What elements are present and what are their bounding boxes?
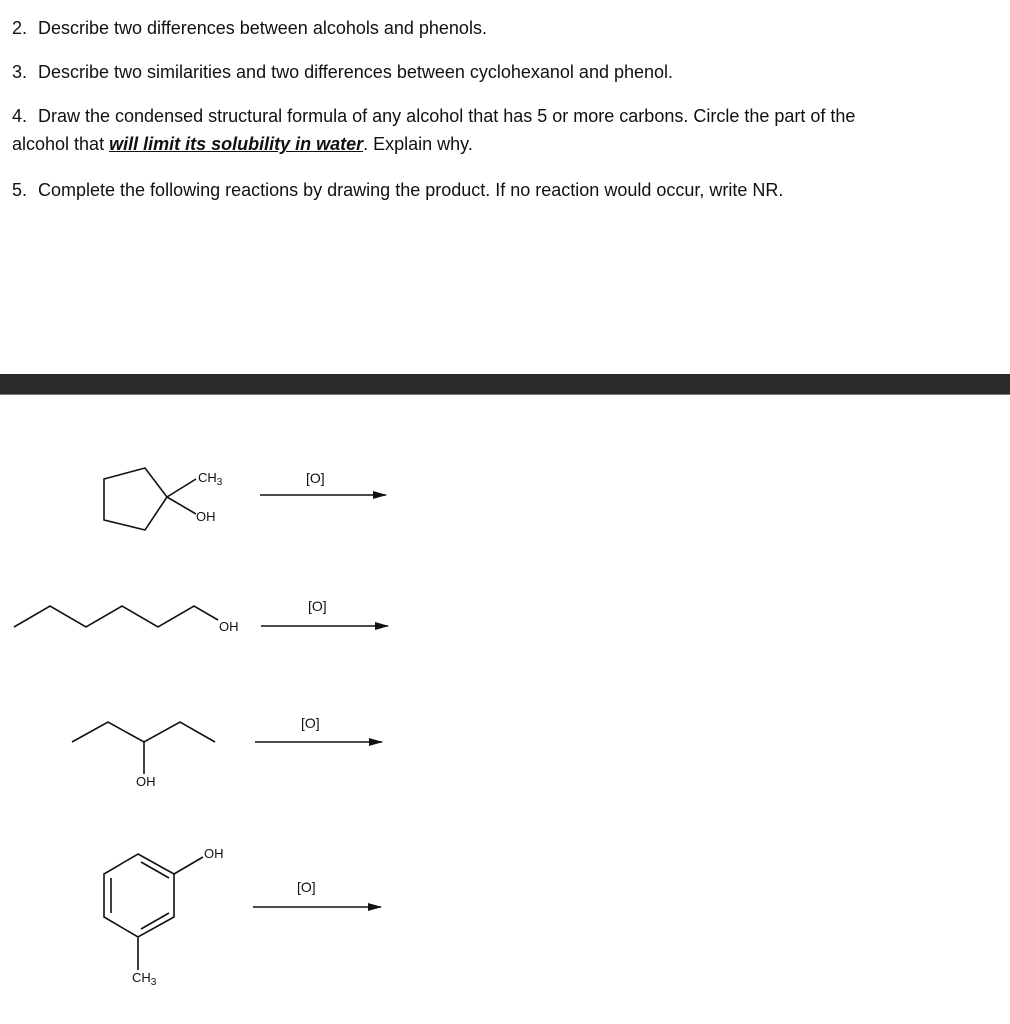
question-text-line1: Draw the condensed structural formula of any alcohol that has 5 or more carbons. Circle the part of the (38, 106, 856, 126)
emphasized-text: will limit its solubility in water (109, 134, 364, 154)
reagent-label: [O] (301, 715, 320, 731)
question-number: 5. (12, 180, 28, 200)
molecule-methylcyclopentanol (104, 468, 196, 530)
question-text: Describe two differences between alcohols and phenols. (38, 18, 487, 38)
reagent-label: [O] (297, 879, 316, 895)
molecule-hexanol (14, 606, 218, 627)
question-text: Describe two similarities and two differences between cyclohexanol and phenol. (38, 62, 674, 82)
reagent-label: [O] (308, 598, 327, 614)
oh-label: OH (196, 509, 216, 524)
reagent-label: [O] (306, 470, 325, 486)
question-text-line2-pre: alcohol that (12, 134, 110, 154)
question-number: 3. (12, 62, 28, 82)
ch3-label: $CH_3$ (198, 470, 223, 488)
oh-label: OH (204, 846, 224, 861)
molecule-methylphenol (104, 854, 203, 970)
oh-label: OH (219, 619, 239, 634)
question-number: 4. (12, 106, 28, 126)
ch3-label: $CH_3$ (132, 970, 157, 988)
question-number: 2. (12, 18, 28, 38)
molecule-pentanol (72, 722, 215, 774)
question-text-line2-post: . Explain why. (363, 134, 473, 154)
question-text: Complete the following reactions by drawing the product. If no reaction would occur, write NR. (38, 180, 784, 200)
oh-label: OH (136, 774, 156, 789)
